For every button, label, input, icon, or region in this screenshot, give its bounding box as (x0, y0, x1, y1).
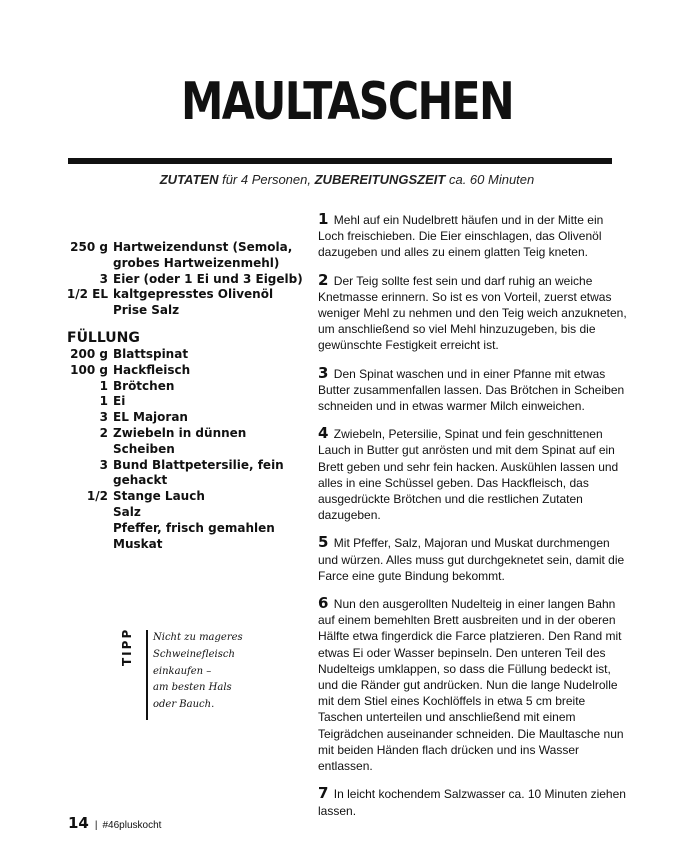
ingredient-qty: 1 (99, 378, 108, 393)
ingredient-name: Brötchen (113, 378, 175, 393)
title-rule (68, 158, 612, 164)
filling-heading: FÜLLUNG (67, 329, 140, 346)
tip-divider (146, 630, 148, 720)
step-text: Den Spinat waschen und in einer Pfanne mit etwas Butter zusammenfallen lassen. Das Brötchen in Scheiben schneiden und in etwas warmer Milch einweichen. (318, 366, 625, 414)
ingredient-row (60, 521, 305, 537)
ingredient-name: Blattspinat (113, 346, 189, 361)
step-6 (318, 595, 630, 774)
ingredient-name: kaltgepresstes Olivenöl (113, 287, 274, 302)
step-3 (318, 365, 630, 415)
ingredient-qty: 1/2 (86, 489, 108, 504)
ingredient-row (60, 363, 305, 379)
ingredient-name: Stange Lauch (113, 489, 205, 504)
filling-ingredients (60, 347, 305, 552)
step-text: In leicht kochendem Salzwasser ca. 10 Minuten ziehen lassen. (318, 787, 626, 818)
ingredient-list (60, 240, 305, 552)
ingredient-row (60, 458, 305, 490)
ingredient-row (60, 347, 305, 363)
step-number: 7 (318, 784, 329, 803)
ingredient-name: Pfeffer, frisch gemahlen (113, 520, 275, 535)
ingredient-row (60, 489, 305, 505)
ingredient-qty: 1 (99, 394, 108, 409)
step-4 (318, 425, 630, 523)
step-text: Mit Pfeffer, Salz, Majoran und Muskat durchmengen und würzen. Alles muss gut durchgeknetet sein, damit die Farce eine gute Bindung bekommt. (318, 536, 625, 583)
ingredient-row (60, 505, 305, 521)
ingredient-name: Zwiebeln in dünnen Scheiben (113, 425, 247, 456)
recipe-meta (0, 172, 694, 187)
page-number: 14 (68, 814, 89, 832)
tip-label: TIPP (120, 627, 134, 666)
ingredient-name: Hartweizendunst (Semola, grobes Hartweizenmehl) (113, 240, 293, 270)
step-number: 2 (318, 270, 329, 289)
prep-time: ca. 60 Minuten (448, 172, 535, 187)
ingredient-qty (60, 521, 113, 537)
ingredient-row (60, 287, 305, 303)
tip-line: am besten Hals (153, 682, 232, 694)
ingredient-name: Muskat (113, 536, 163, 551)
ingredient-row (60, 272, 305, 288)
ingredient-row (60, 426, 305, 458)
ingredient-qty (60, 537, 113, 553)
step-text: Nun den ausgerollten Nudelteig in einer langen Bahn auf einem bemehlten Brett ausbreiten und in der oberen Hälfte etwa fingerdick die Farce platzieren. Den Rand mit etwas Ei oder Wasser bepinseln. Den unteren Teil des Nudelteigs umklappen, so dass die Füllung bedeckt ist, und die Ränder gut andrücken. Nun die lange Nudelrolle mit dem Stiel eines Kochlöffels in etwa 5 cm breite Taschen unterteilen und anschließend mit einem Teigrädchen auseinander schneiden. Die Maultasche nun mit beiden Händen flach drücken und ins Wasser entlassen. (318, 597, 624, 774)
ingredient-name: Prise Salz (113, 303, 180, 318)
footer-separator: | (94, 820, 98, 831)
ingredient-qty: 3 (99, 271, 108, 286)
tip-line: einkaufen – (153, 665, 212, 677)
step-number: 4 (318, 424, 329, 443)
ingredient-qty: 100 g (70, 362, 108, 377)
step-1 (318, 211, 630, 261)
ingredient-qty: 250 g (70, 240, 108, 254)
instruction-steps (318, 211, 630, 830)
ingredient-name: Salz (113, 504, 141, 519)
ingredient-row (60, 240, 305, 272)
step-5 (318, 534, 630, 584)
hashtag: #46pluskocht (102, 820, 162, 831)
step-number: 1 (318, 210, 329, 228)
page-title: MAULTASCHEN (180, 72, 514, 132)
page-footer (68, 814, 161, 832)
ingredient-qty: 3 (99, 410, 108, 425)
tip-line: Schweinefleisch (153, 648, 235, 660)
step-text: Zwiebeln, Petersilie, Spinat und fein geschnittenen Lauch in Butter gut anrösten und mit dem Spinat auf ein Brett geben und sehr fein hacken. Auskühlen lassen und alles in eine Schüssel geben. Das Hackfleisch, das ausgedrückte Brötchen und die restlichen Zutaten dazugeben. (318, 427, 619, 523)
ingredient-qty: 2 (99, 425, 108, 440)
ingredients-label: ZUTATEN (159, 172, 219, 187)
step-text: Der Teig sollte fest sein und darf ruhig an weiche Knetmasse erinnern. So ist es von Vorteil, zuerst etwas weniger Mehl zu nehmen und den Teig weich anzukneten, um anschließend so viel Mehl hinzuzugeben, bis die gewünschte Festigkeit erreicht ist. (318, 273, 627, 353)
ingredient-name: Ei (113, 394, 126, 409)
step-2 (318, 272, 630, 354)
ingredient-name: Hackfleisch (113, 362, 191, 377)
step-number: 6 (318, 594, 329, 613)
dough-ingredients (60, 240, 305, 319)
step-text: Mehl auf ein Nudelbrett häufen und in der Mitte ein Loch freischieben. Die Eier einschlagen, das Olivenöl dazugeben und alles zu einem glatten Teig kneten. (318, 213, 604, 260)
step-7 (318, 785, 630, 818)
tip-line: oder Bauch. (153, 699, 215, 711)
ingredient-row (60, 410, 305, 426)
ingredient-row (60, 379, 305, 395)
ingredient-qty: 200 g (70, 346, 108, 361)
ingredient-qty: 1/2 EL (66, 287, 108, 302)
ingredient-qty (60, 505, 113, 521)
ingredient-qty: 3 (99, 457, 108, 472)
step-number: 3 (318, 363, 329, 382)
step-number: 5 (318, 533, 329, 552)
ingredient-row (60, 394, 305, 410)
ingredient-qty (60, 303, 113, 319)
tip-line: Nicht zu mageres (153, 632, 243, 643)
ingredient-row (60, 303, 305, 319)
tip-text (153, 630, 253, 714)
ingredient-name: Bund Blattpetersilie, fein gehackt (113, 457, 284, 488)
servings: für 4 Personen, (222, 172, 311, 187)
ingredient-name: Eier (oder 1 Ei und 3 Eigelb) (113, 271, 303, 286)
tip-box (120, 627, 250, 720)
time-label: ZUBEREITUNGSZEIT (314, 172, 446, 187)
ingredient-row (60, 537, 305, 553)
ingredient-name: EL Majoran (113, 410, 188, 425)
